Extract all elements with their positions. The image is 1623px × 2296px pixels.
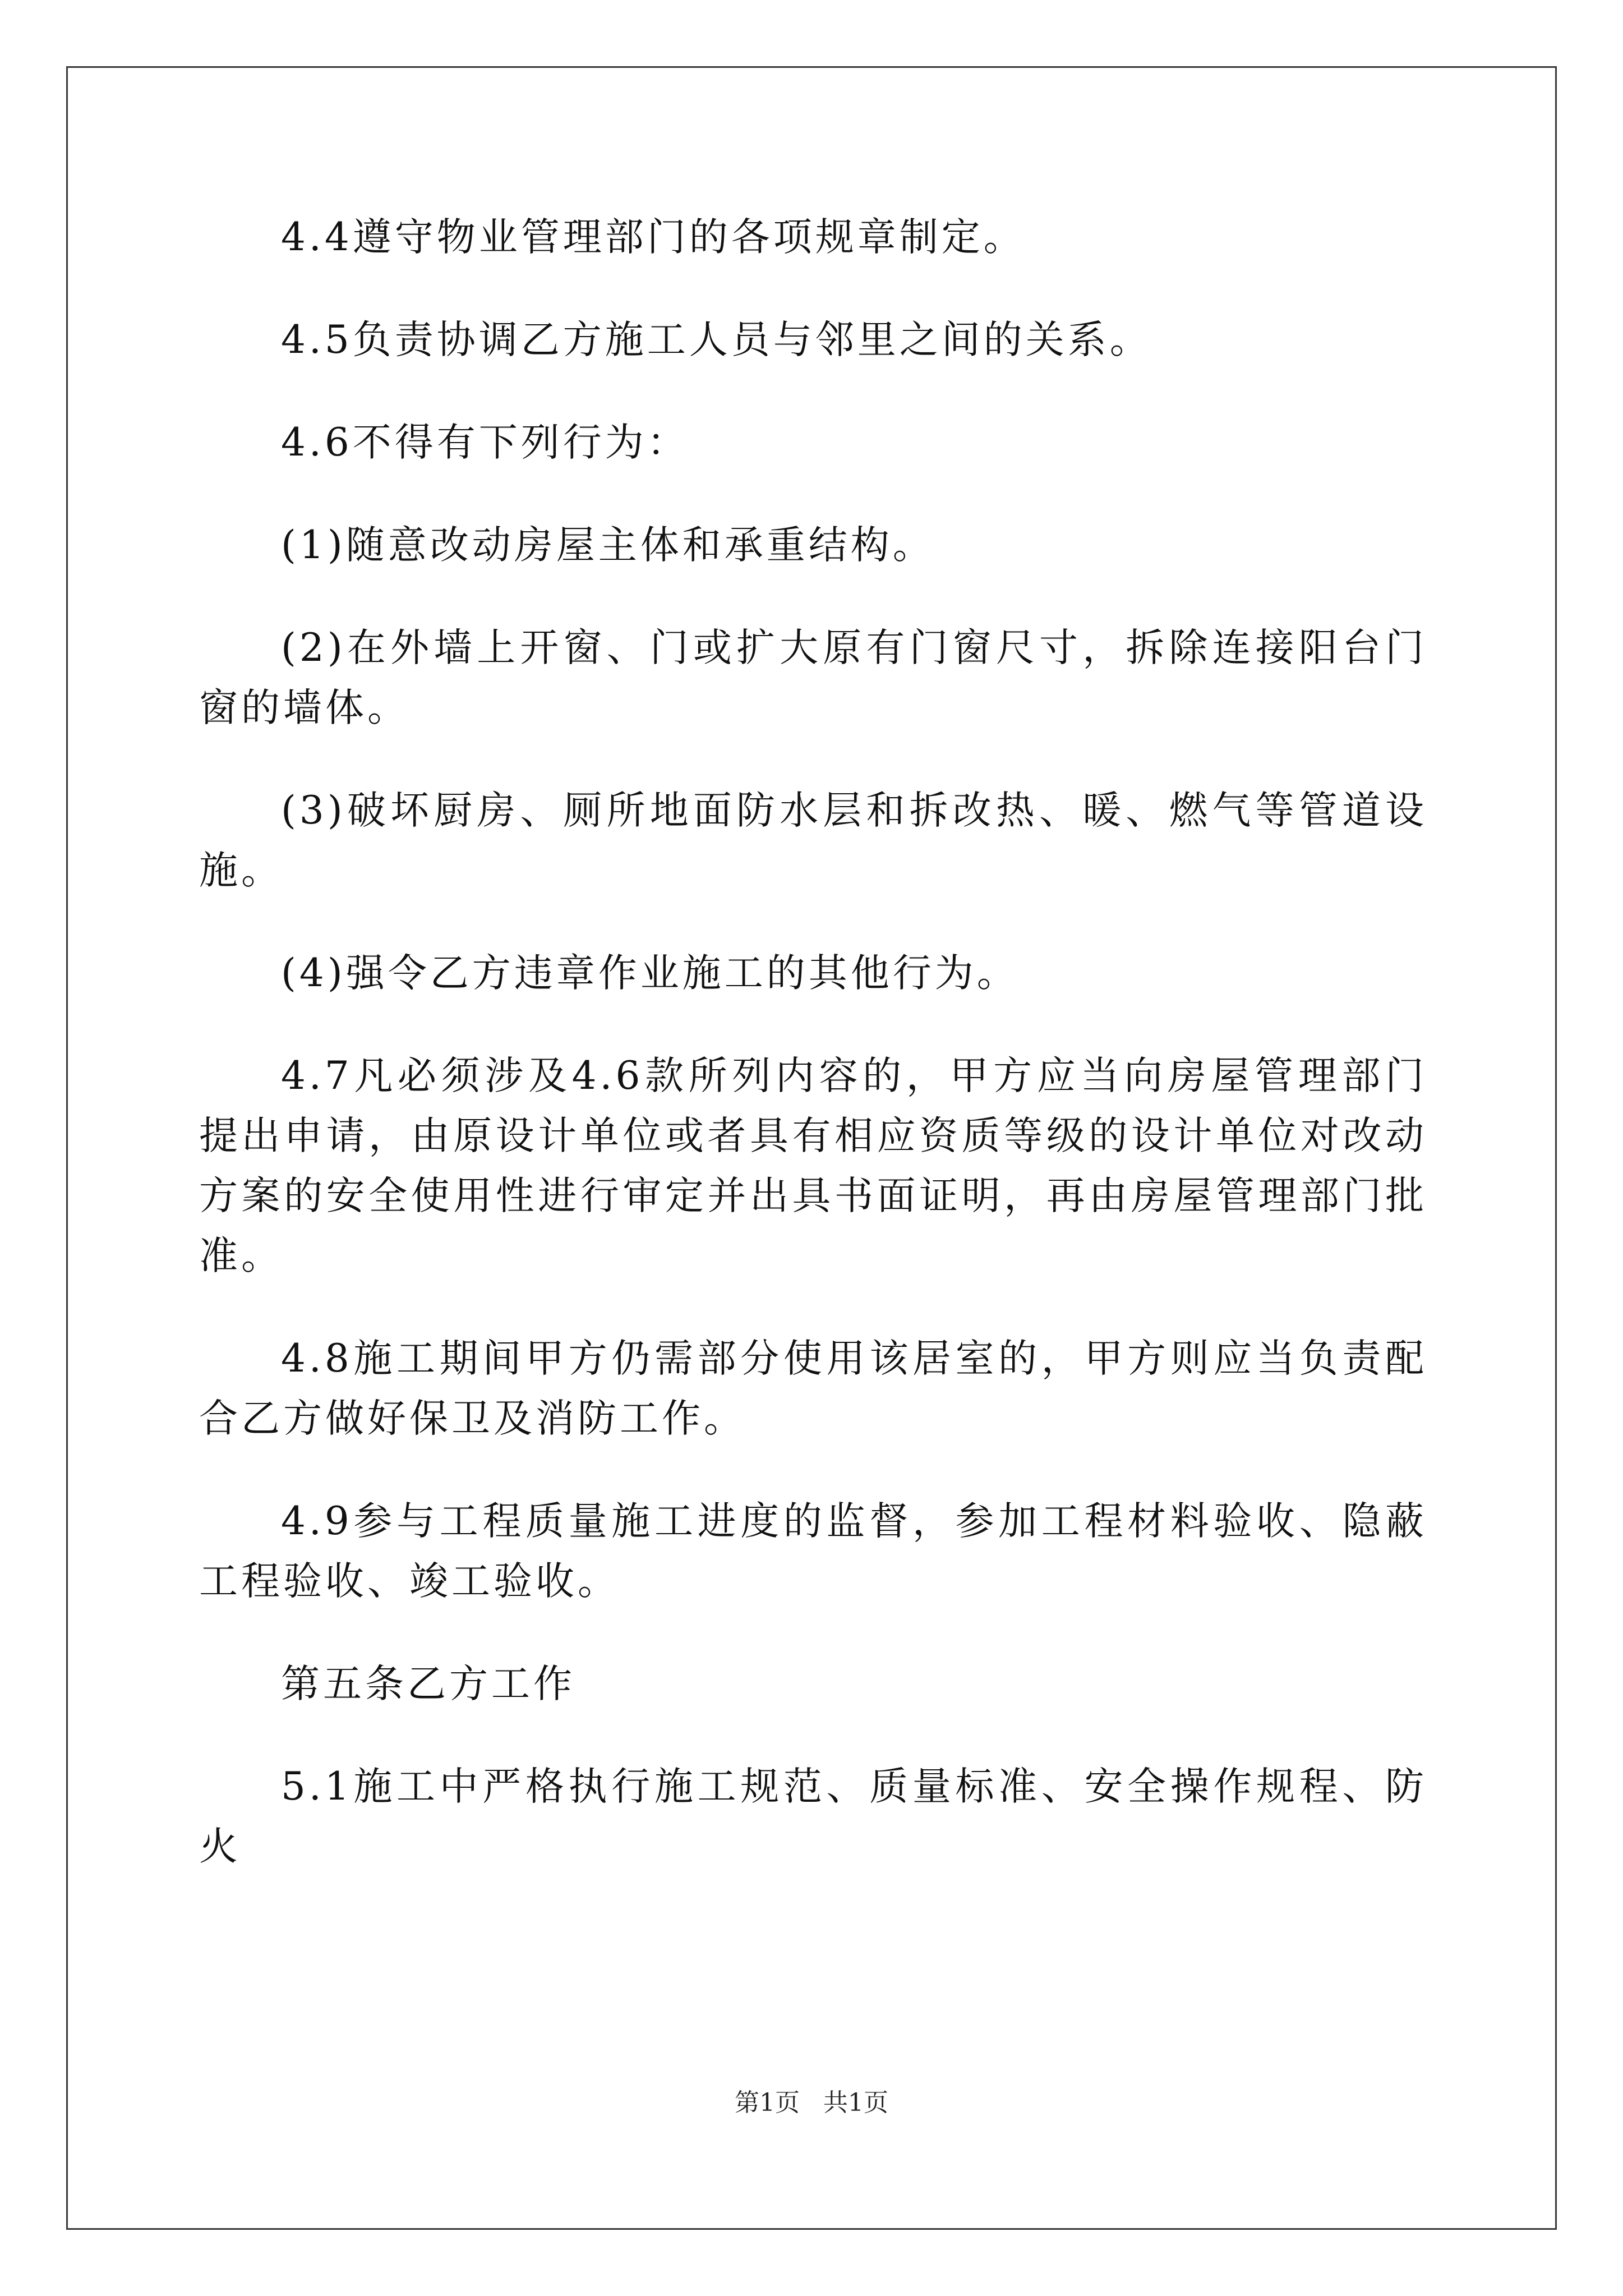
list-item-3: (3)破坏厨房、厕所地面防水层和拆改热、暖、燃气等管道设施。 <box>199 788 1427 893</box>
document-body <box>199 208 1427 1920</box>
paragraph-4-7: 4.7凡必须涉及4.6款所列内容的，甲方应当向房屋管理部门提出申请，由原设计单位或者具有相应资质等级的设计单位对改动方案的安全使用性进行审定并出具书面证明，再由房屋管理部门批准。 <box>199 1053 1427 1278</box>
list-item-4: (4)强令乙方违章作业施工的其他行为。 <box>281 951 1019 996</box>
paragraph-4-6: 4.6不得有下列行为： <box>281 420 689 465</box>
paragraph-4-8: 4.8施工期间甲方仍需部分使用该居室的，甲方则应当负责配合乙方做好保卫及消防工作。 <box>199 1336 1427 1441</box>
paragraph-4-9: 4.9参与工程质量施工进度的监督，参加工程材料验收、隐蔽工程验收、竣工验收。 <box>199 1499 1427 1604</box>
paragraph-4-4: 4.4遵守物业管理部门的各项规章制定。 <box>281 215 1026 260</box>
paragraph-5-1: 5.1施工中严格执行施工规范、质量标准、安全操作规程、防火 <box>199 1764 1427 1869</box>
list-item-2: (2)在外墙上开窗、门或扩大原有门窗尺寸，拆除连接阳台门窗的墙体。 <box>199 625 1427 730</box>
paragraph-4-5: 4.5负责协调乙方施工人员与邻里之间的关系。 <box>281 318 1152 362</box>
page-footer: 第1页 共1页 <box>735 2088 888 2117</box>
section-heading-article-5: 第五条乙方工作 <box>281 1662 575 1706</box>
list-item-1: (1)随意改动房屋主体和承重结构。 <box>281 523 935 568</box>
